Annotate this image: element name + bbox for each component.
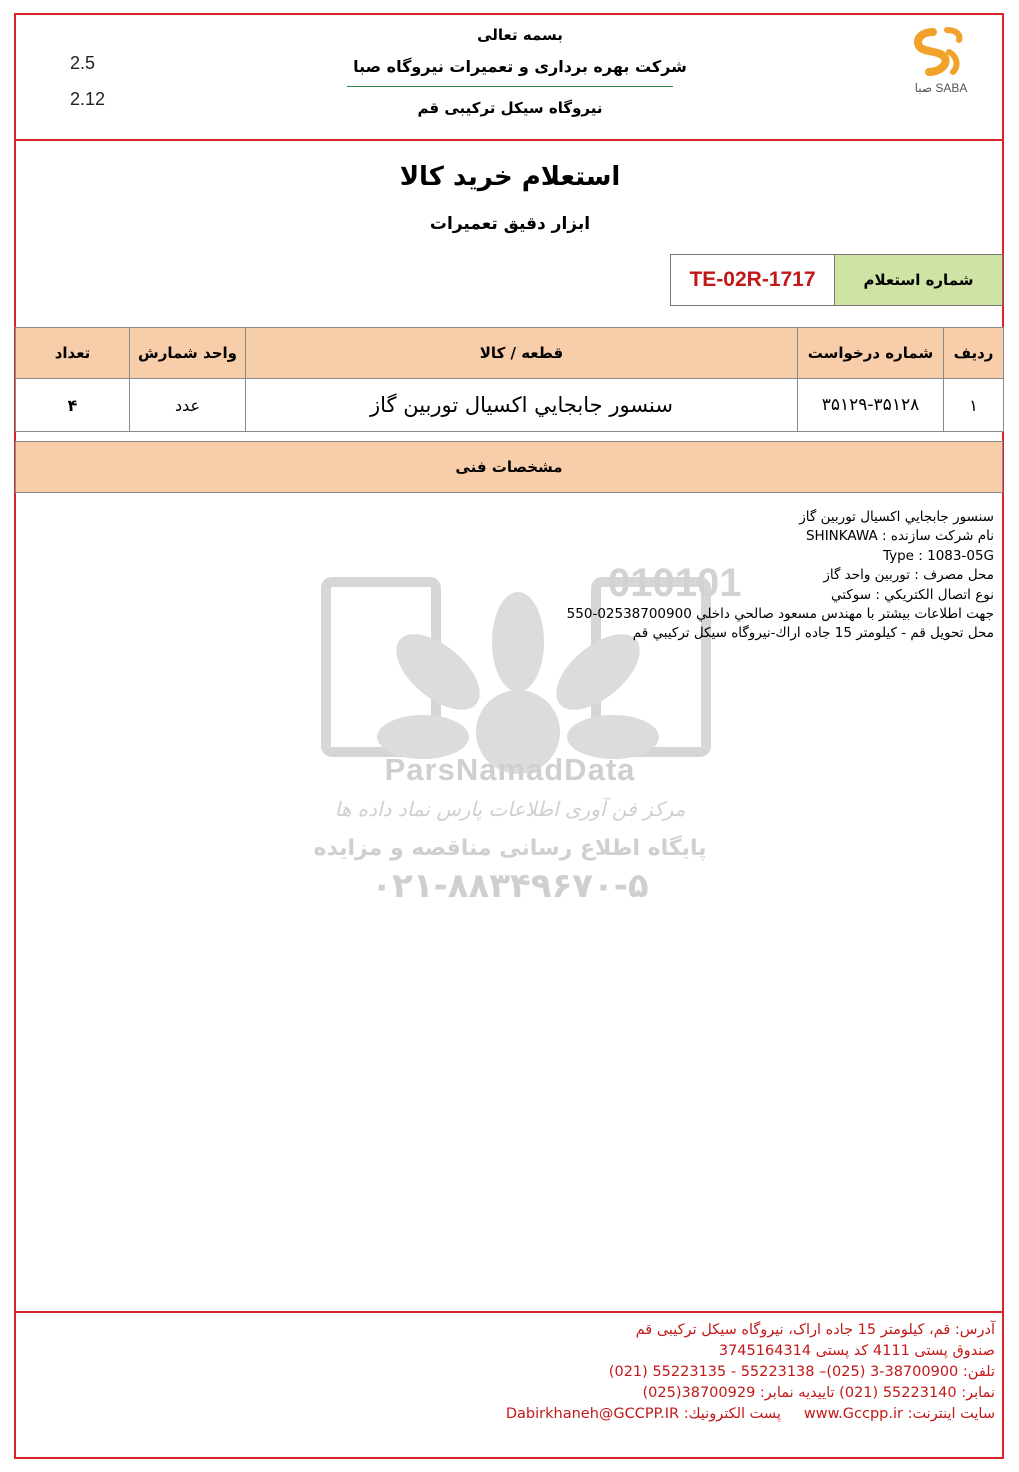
- inquiry-label: شماره استعلام: [834, 255, 1002, 305]
- quantity: ۴: [16, 379, 130, 432]
- spec-list: [300, 508, 994, 644]
- footer-phone: تلفن: 38700900-3 (025)– 55223138 - 55223135 (021): [608, 1364, 995, 1380]
- spec-line: محل تحويل قم - كيلومتر 15 جاده اراك-نيروگاه سيكل تركيبي قم: [632, 625, 994, 642]
- col-row-header: ردیف: [944, 328, 1004, 379]
- col-request-header: شماره درخواست: [798, 328, 944, 379]
- spec-title: مشخصات فنی: [15, 441, 1003, 493]
- spec-line: محل مصرف : توربين واحد گاز: [823, 567, 994, 584]
- spec-line: Type : 1083-05G: [882, 547, 994, 564]
- page-title: استعلام خرید کالا: [399, 162, 621, 192]
- inquiry-number-box: [670, 254, 1003, 306]
- items-table: [15, 327, 1004, 432]
- watermark-line2: پایگاه اطلاع رسانی مناقصه و مزایده: [313, 836, 707, 861]
- plant-name: نیروگاه سیکل ترکیبی قم: [417, 99, 603, 117]
- footer-web-label: سایت اینترنت:: [907, 1406, 995, 1422]
- footer-address: آدرس: قم، کیلومتر 15 جاده اراک، نیروگاه سیکل ترکیبی قم: [635, 1322, 995, 1338]
- watermark-phone: ۰۲۱-۸۸۳۴۹۶۷۰-۵: [371, 866, 649, 906]
- spec-line: جهت اطلاعات بيشتر با مهندس مسعود صالحي داخلي 02538700900-550: [566, 606, 994, 623]
- spec-line: نوع اتصال الكتريكي : سوكتي: [831, 586, 994, 603]
- unit: عدد: [130, 379, 246, 432]
- doc-code-2: 2.12: [70, 89, 106, 109]
- row-number: ۱: [944, 379, 1004, 432]
- footer-web-row: [410, 1404, 995, 1425]
- footer-pobox: صندوق پستی 4111 کد پستی 3745164314: [718, 1343, 995, 1359]
- table-row: [16, 379, 1004, 432]
- footer-email-link[interactable]: Dabirkhaneh@GCCPP.IR: [505, 1406, 680, 1422]
- footer-contact: [410, 1320, 995, 1425]
- footer-divider: [14, 1311, 1004, 1313]
- item-name: سنسور جابجايي اكسيال توربين گاز: [246, 379, 798, 432]
- footer-web-link[interactable]: www.Gccpp.ir: [803, 1406, 903, 1422]
- page-subtitle: ابزار دقیق تعمیرات: [429, 214, 591, 234]
- inquiry-number: TE-02R-1717: [689, 268, 816, 291]
- header-divider: [14, 139, 1004, 141]
- spec-line: نام شركت سازنده : SHINKAWA: [805, 528, 994, 545]
- footer-email-label: پست الکترونیك:: [683, 1406, 781, 1422]
- table-header-row: [16, 328, 1004, 379]
- footer-fax: نمابر: 55223140 (021) تاییدیه نمابر: 38700929(025): [642, 1385, 995, 1401]
- company-name: شرکت بهره برداری و تعمیرات نیروگاه صبا: [353, 57, 687, 76]
- col-item-header: قطعه / کالا: [246, 328, 798, 379]
- watermark-line1: مرکز فن آوری اطلاعات پارس نماد داده ها: [334, 797, 686, 821]
- basmala: بسمه تعالی: [477, 26, 563, 44]
- watermark-brand: ParsNamadData: [384, 752, 636, 787]
- logo-text: صبا SABA: [914, 81, 968, 95]
- col-unit-header: واحد شمارش: [130, 328, 246, 379]
- request-number: ۳۵۱۲۹-۳۵۱۲۸: [798, 379, 944, 432]
- saba-logo-icon: [893, 22, 989, 106]
- spec-line: سنسور جابجايي اكسيال توربين گاز: [799, 509, 994, 525]
- doc-code-1: 2.5: [70, 53, 96, 73]
- col-qty-header: تعداد: [16, 328, 130, 379]
- watermark-digits: 010101: [608, 561, 742, 605]
- company-underline: [347, 86, 673, 87]
